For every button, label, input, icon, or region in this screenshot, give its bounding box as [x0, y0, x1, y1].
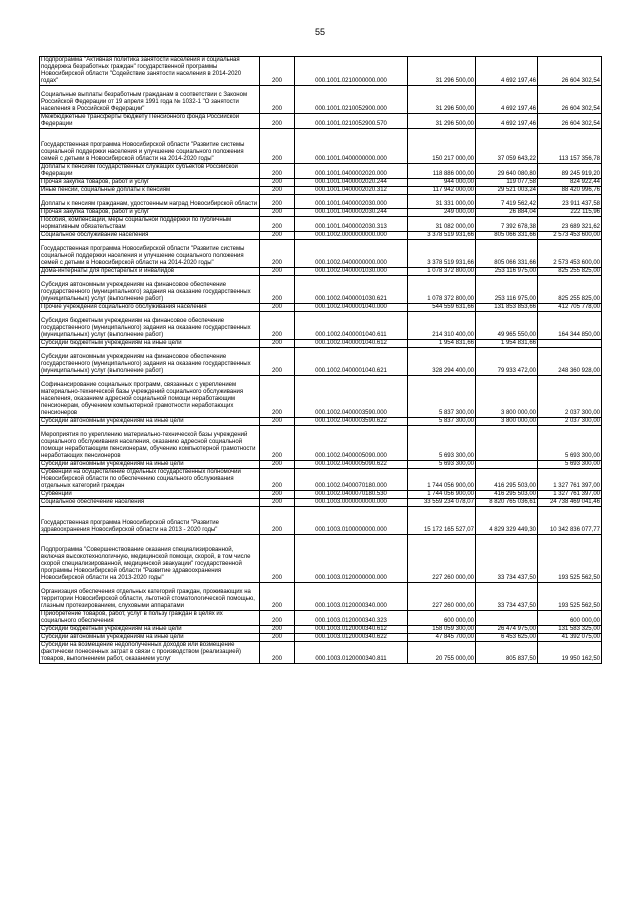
row-plan-cell: 3 378 519 931,66 — [408, 232, 476, 240]
row-name-cell: Подпрограмма "Активная политика занятости населения и социальная поддержка безработных граждан" государственной программы Новосибирской области "Содействие занятости населения в 2014-2020 годах" — [40, 57, 260, 86]
row-remaining-cell: 193 525 562,50 — [538, 583, 602, 611]
row-kbk-cell: 000.1003.0120000340.000 — [295, 583, 408, 611]
row-code-cell: 200 — [260, 611, 295, 626]
table-row — [40, 499, 602, 507]
table-row — [40, 426, 602, 461]
table-row — [40, 268, 602, 276]
row-kbk-cell: 000.1001.0400002030.313 — [295, 217, 408, 232]
row-kbk-cell: 000.1003.0120000000.000 — [295, 535, 408, 583]
row-code-cell: 200 — [260, 418, 295, 426]
row-plan-cell: 118 886 000,00 — [408, 164, 476, 179]
row-name-cell: Доплаты к пенсиям государственных служащих субъектов Российской Федерации — [40, 164, 260, 179]
row-name-cell: Субсидии автономным учреждениям на финансовое обеспечение государственного (муниципального) задания на оказание государственных (муниципальных) услуг (выполнение работ) — [40, 348, 260, 376]
row-code-cell: 200 — [260, 304, 295, 312]
row-executed-cell: 4 692 197,46 — [476, 86, 538, 114]
row-kbk-cell: 000.1002.0400000000.000 — [295, 240, 408, 268]
row-remaining-cell: 26 604 302,54 — [538, 114, 602, 129]
row-remaining-cell: 164 344 850,00 — [538, 312, 602, 340]
row-executed-cell: 253 116 975,00 — [476, 268, 538, 276]
row-executed-cell: 29 640 080,80 — [476, 164, 538, 179]
table-row — [40, 461, 602, 469]
row-plan-cell: 117 942 000,00 — [408, 187, 476, 195]
row-kbk-cell: 000.1001.0210052900.570 — [295, 114, 408, 129]
row-remaining-cell: 23 689 321,62 — [538, 217, 602, 232]
row-kbk-cell: 000.1001.0400002030.244 — [295, 209, 408, 217]
row-remaining-cell: 2 573 453 600,00 — [538, 232, 602, 240]
row-executed-cell: 33 734 437,50 — [476, 535, 538, 583]
table-row — [40, 312, 602, 340]
row-executed-cell: 805 837,50 — [476, 642, 538, 664]
row-plan-cell: 1 744 056 900,00 — [408, 491, 476, 499]
row-kbk-cell: 000.1002.0400003590.622 — [295, 418, 408, 426]
row-kbk-cell: 000.1003.0120000340.622 — [295, 634, 408, 642]
row-code-cell: 200 — [260, 268, 295, 276]
row-remaining-cell: 10 342 836 077,77 — [538, 507, 602, 535]
row-name-cell: Субсидии автономным учреждениям на иные цели — [40, 461, 260, 469]
row-code-cell: 200 — [260, 187, 295, 195]
row-plan-cell: 15 172 165 527,07 — [408, 507, 476, 535]
row-plan-cell: 33 559 234 078,07 — [408, 499, 476, 507]
row-name-cell: Иные пенсии, социальные доплаты к пенсиям — [40, 187, 260, 195]
table-row — [40, 642, 602, 664]
row-code-cell: 200 — [260, 114, 295, 129]
row-executed-cell: 29 521 003,24 — [476, 187, 538, 195]
row-plan-cell: 600 000,00 — [408, 611, 476, 626]
table-row — [40, 535, 602, 583]
row-remaining-cell: 26 604 302,54 — [538, 57, 602, 86]
row-executed-cell — [476, 461, 538, 469]
row-name-cell: Организация обеспечения отдельных категорий граждан, проживающих на территории Новосибирской области, льготной стоматологической помощью, глазным протезированием, слуховыми аппаратами — [40, 583, 260, 611]
row-code-cell: 200 — [260, 340, 295, 348]
table-row — [40, 217, 602, 232]
budget-table-body — [40, 57, 602, 664]
row-name-cell: Подпрограмма "Совершенствование оказания специализированной, включая высокотехнологичную, медицинской помощи, скорой, в том числе скорой специализированной, медицинской эвакуации" государственной программы Новосибирской области "Развитие здравоохранения Новосибирской области на 2013-2020 годы" — [40, 535, 260, 583]
row-code-cell: 200 — [260, 507, 295, 535]
row-executed-cell: 79 933 472,00 — [476, 348, 538, 376]
table-row — [40, 164, 602, 179]
row-remaining-cell: 825 255 825,00 — [538, 268, 602, 276]
row-name-cell: Субсидия бюджетным учреждениям на финансовое обеспечение государственного (муниципального) задания на оказание государственных (муниципальных) услуг (выполнение работ) — [40, 312, 260, 340]
row-code-cell: 200 — [260, 491, 295, 499]
row-kbk-cell: 000.1002.0400005090.622 — [295, 461, 408, 469]
row-executed-cell: 7 392 678,38 — [476, 217, 538, 232]
row-plan-cell: 1 954 831,66 — [408, 340, 476, 348]
row-name-cell: Субсидии бюджетным учреждениям на иные цели — [40, 340, 260, 348]
row-executed-cell: 131 853 853,66 — [476, 304, 538, 312]
row-plan-cell: 3 378 519 931,66 — [408, 240, 476, 268]
row-name-cell: Субсидии бюджетным учреждениям на иные цели — [40, 626, 260, 634]
row-executed-cell: 33 734 437,50 — [476, 583, 538, 611]
row-kbk-cell: 000.1001.0210052900.000 — [295, 86, 408, 114]
table-row — [40, 507, 602, 535]
table-row — [40, 129, 602, 164]
row-kbk-cell: 000.1001.0210000000.000 — [295, 57, 408, 86]
table-row — [40, 583, 602, 611]
row-remaining-cell: 41 392 075,00 — [538, 634, 602, 642]
row-plan-cell: 944 000,00 — [408, 179, 476, 187]
table-row — [40, 232, 602, 240]
row-remaining-cell: 1 327 761 397,00 — [538, 491, 602, 499]
row-kbk-cell: 000.1002.0400070180.000 — [295, 469, 408, 491]
row-plan-cell: 328 294 400,00 — [408, 348, 476, 376]
table-row — [40, 179, 602, 187]
row-executed-cell: 4 829 329 449,30 — [476, 507, 538, 535]
row-executed-cell — [476, 426, 538, 461]
row-plan-cell: 1 744 056 900,00 — [408, 469, 476, 491]
row-kbk-cell: 000.1001.0400000000.000 — [295, 129, 408, 164]
row-executed-cell: 37 059 643,22 — [476, 129, 538, 164]
row-executed-cell: 4 692 197,46 — [476, 114, 538, 129]
row-remaining-cell: 131 583 325,00 — [538, 626, 602, 634]
row-name-cell: Дома-интернаты для престарелых и инвалидов — [40, 268, 260, 276]
row-code-cell: 200 — [260, 276, 295, 304]
row-name-cell: Субсидии на возмещение недополученных доходов или возмещение фактически понесенных затрат в связи с производством (реализацией) товаров, выполнением работ, оказанием услуг — [40, 642, 260, 664]
row-name-cell: Социальное обеспечение населения — [40, 499, 260, 507]
row-executed-cell: 8 820 765 036,61 — [476, 499, 538, 507]
row-remaining-cell: 113 157 356,78 — [538, 129, 602, 164]
row-code-cell: 200 — [260, 634, 295, 642]
row-code-cell: 200 — [260, 376, 295, 418]
row-code-cell: 200 — [260, 583, 295, 611]
row-code-cell: 200 — [260, 232, 295, 240]
row-name-cell: Пособия, компенсации, меры социальной поддержки по публичным нормативным обязательствам — [40, 217, 260, 232]
row-executed-cell: 26 884,04 — [476, 209, 538, 217]
row-code-cell: 200 — [260, 86, 295, 114]
row-kbk-cell: 000.1003.0120000340.323 — [295, 611, 408, 626]
row-remaining-cell: 825 255 825,00 — [538, 276, 602, 304]
table-row — [40, 195, 602, 209]
row-executed-cell: 253 116 975,00 — [476, 276, 538, 304]
table-row — [40, 187, 602, 195]
row-name-cell: Государственная программа Новосибирской области "Развитие здравоохранения Новосибирской области на 2013 - 2020 годы" — [40, 507, 260, 535]
row-plan-cell: 544 559 631,66 — [408, 304, 476, 312]
row-plan-cell: 31 331 000,00 — [408, 195, 476, 209]
row-kbk-cell: 000.1002.0400001040.000 — [295, 304, 408, 312]
table-row — [40, 469, 602, 491]
table-row — [40, 240, 602, 268]
row-remaining-cell: 222 115,96 — [538, 209, 602, 217]
row-plan-cell: 5 693 300,00 — [408, 426, 476, 461]
row-kbk-cell: 000.1002.0400001040.621 — [295, 348, 408, 376]
page-number: 55 — [314, 27, 325, 37]
row-plan-cell: 214 310 400,00 — [408, 312, 476, 340]
row-name-cell: Субсидии автономным учреждениям на иные цели — [40, 418, 260, 426]
row-name-cell: Софинансирование социальных программ, связанных с укреплением материально-технической базы учреждений социального обслуживания населения, оказанием адресной социальной помощи неработающим пенсионерам, обучением компьютерной грамотности неработающих пенсионеров — [40, 376, 260, 418]
row-code-cell: 200 — [260, 209, 295, 217]
row-executed-cell: 416 295 503,00 — [476, 469, 538, 491]
row-remaining-cell: 88 420 996,76 — [538, 187, 602, 195]
row-executed-cell: 805 066 331,66 — [476, 232, 538, 240]
row-remaining-cell: 600 000,00 — [538, 611, 602, 626]
row-remaining-cell: 24 738 469 041,46 — [538, 499, 602, 507]
row-plan-cell: 5 837 300,00 — [408, 418, 476, 426]
row-code-cell: 200 — [260, 240, 295, 268]
row-remaining-cell: 26 604 302,54 — [538, 86, 602, 114]
row-plan-cell: 47 845 700,00 — [408, 634, 476, 642]
row-name-cell: Субвенции — [40, 491, 260, 499]
table-row — [40, 348, 602, 376]
row-code-cell: 200 — [260, 129, 295, 164]
row-remaining-cell: 412 705 778,00 — [538, 304, 602, 312]
row-kbk-cell: 000.1001.0400002020.312 — [295, 187, 408, 195]
row-kbk-cell: 000.1002.0400003590.000 — [295, 376, 408, 418]
row-executed-cell: 6 453 625,00 — [476, 634, 538, 642]
row-name-cell: Социальное обслуживание населения — [40, 232, 260, 240]
table-row — [40, 491, 602, 499]
row-executed-cell: 49 965 550,00 — [476, 312, 538, 340]
row-plan-cell: 1 078 372 800,00 — [408, 276, 476, 304]
row-kbk-cell: 000.1001.0400002020.000 — [295, 164, 408, 179]
table-row — [40, 634, 602, 642]
row-code-cell: 200 — [260, 499, 295, 507]
row-kbk-cell: 000.1003.0120000340.612 — [295, 626, 408, 634]
row-kbk-cell: 000.1002.0400001030.000 — [295, 268, 408, 276]
row-name-cell: Прочая закупка товаров, работ и услуг — [40, 209, 260, 217]
row-name-cell: Прочие учреждения социального обслуживания населения — [40, 304, 260, 312]
row-plan-cell: 31 296 500,00 — [408, 86, 476, 114]
row-kbk-cell: 000.1002.0400001030.621 — [295, 276, 408, 304]
row-name-cell: Государственная программа Новосибирской области "Развитие системы социальной поддержки населения и улучшение социального положения семей с детьми в Новосибирской области на 2014-2020 годы" — [40, 129, 260, 164]
row-kbk-cell: 000.1002.0400001040.611 — [295, 312, 408, 340]
table-row — [40, 340, 602, 348]
row-plan-cell: 31 082 000,00 — [408, 217, 476, 232]
row-kbk-cell: 000.1002.0000000000.000 — [295, 232, 408, 240]
row-kbk-cell: 000.1001.0400002020.244 — [295, 179, 408, 187]
row-executed-cell: 416 295 503,00 — [476, 491, 538, 499]
table-row — [40, 86, 602, 114]
row-code-cell: 200 — [260, 535, 295, 583]
row-kbk-cell: 000.1003.0120000340.811 — [295, 642, 408, 664]
row-code-cell: 200 — [260, 469, 295, 491]
row-plan-cell: 150 217 000,00 — [408, 129, 476, 164]
row-remaining-cell: 5 693 300,00 — [538, 461, 602, 469]
row-executed-cell — [476, 611, 538, 626]
row-name-cell: Субсидии автономным учреждениям на иные цели — [40, 634, 260, 642]
row-code-cell: 200 — [260, 312, 295, 340]
row-kbk-cell: 000.1003.0000000000.000 — [295, 499, 408, 507]
row-code-cell: 200 — [260, 426, 295, 461]
row-executed-cell: 4 692 197,46 — [476, 57, 538, 86]
row-plan-cell: 20 755 000,00 — [408, 642, 476, 664]
row-code-cell: 200 — [260, 217, 295, 232]
row-name-cell: Государственная программа Новосибирской области "Развитие системы социальной поддержки населения и улучшение социального положения семей с детьми в Новосибирской области на 2014-2020 годы" — [40, 240, 260, 268]
row-remaining-cell: 1 327 761 397,00 — [538, 469, 602, 491]
row-kbk-cell: 000.1002.0400005090.000 — [295, 426, 408, 461]
table-row — [40, 209, 602, 217]
row-remaining-cell: 2 037 300,00 — [538, 418, 602, 426]
table-row — [40, 626, 602, 634]
row-name-cell: Социальные выплаты безработным гражданам в соответствии с Законом Российской Федерации от 19 апреля 1991 года № 1032-1 "О занятости населения в Российской Федерации" — [40, 86, 260, 114]
row-kbk-cell: 000.1003.0100000000.000 — [295, 507, 408, 535]
row-name-cell: Приобретение товаров, работ, услуг в пользу граждан в целях их социального обеспечения — [40, 611, 260, 626]
row-plan-cell: 5 693 300,00 — [408, 461, 476, 469]
row-kbk-cell: 000.1002.0400001040.612 — [295, 340, 408, 348]
row-executed-cell: 1 954 831,66 — [476, 340, 538, 348]
row-code-cell: 200 — [260, 195, 295, 209]
row-name-cell: Мероприятия по укреплению материально-технической базы учреждений социального обслуживания населения, оказанию адресной социальной помощи неработающим пенсионерам, обучению компьютерной грамотности неработающих пенсионеров — [40, 426, 260, 461]
row-remaining-cell: 23 911 437,58 — [538, 195, 602, 209]
row-kbk-cell: 000.1001.0400002030.000 — [295, 195, 408, 209]
row-code-cell: 200 — [260, 164, 295, 179]
row-name-cell: Субвенции на осуществление отдельных государственных полномочий Новосибирской области по обеспечению социального обслуживания отдельных категорий граждан — [40, 469, 260, 491]
row-plan-cell: 158 059 300,00 — [408, 626, 476, 634]
budget-table — [39, 56, 602, 664]
row-executed-cell: 805 066 331,66 — [476, 240, 538, 268]
table-row — [40, 276, 602, 304]
row-code-cell: 200 — [260, 626, 295, 634]
row-name-cell: Прочая закупка товаров, работ и услуг — [40, 179, 260, 187]
row-remaining-cell: 5 693 300,00 — [538, 426, 602, 461]
row-remaining-cell — [538, 340, 602, 348]
row-remaining-cell: 89 245 919,20 — [538, 164, 602, 179]
table-row — [40, 611, 602, 626]
row-remaining-cell: 193 525 562,50 — [538, 535, 602, 583]
row-remaining-cell: 248 360 928,00 — [538, 348, 602, 376]
row-code-cell: 200 — [260, 461, 295, 469]
row-name-cell: Субсидия автономным учреждениям на финансовое обеспечение государственного (муниципального) задания на оказание государственных (муниципальных) услуг (выполнение работ) — [40, 276, 260, 304]
row-plan-cell: 5 837 300,00 — [408, 376, 476, 418]
row-name-cell: Доплаты к пенсиям гражданам, удостоенным наград Новосибирской области — [40, 195, 260, 209]
row-plan-cell: 227 260 000,00 — [408, 583, 476, 611]
row-executed-cell: 26 474 975,00 — [476, 626, 538, 634]
row-name-cell: Межбюджетные трансферты бюджету Пенсионного фонда Российской Федерации — [40, 114, 260, 129]
row-plan-cell: 31 296 500,00 — [408, 57, 476, 86]
row-remaining-cell: 19 950 162,50 — [538, 642, 602, 664]
row-plan-cell: 227 260 000,00 — [408, 535, 476, 583]
table-row — [40, 376, 602, 418]
row-code-cell: 200 — [260, 642, 295, 664]
table-row — [40, 114, 602, 129]
row-executed-cell: 3 800 000,00 — [476, 418, 538, 426]
row-code-cell: 200 — [260, 57, 295, 86]
row-code-cell: 200 — [260, 179, 295, 187]
row-remaining-cell: 2 573 453 600,00 — [538, 240, 602, 268]
row-kbk-cell: 000.1002.0400070180.530 — [295, 491, 408, 499]
table-row — [40, 418, 602, 426]
table-row — [40, 57, 602, 86]
row-executed-cell: 3 800 000,00 — [476, 376, 538, 418]
row-remaining-cell: 2 037 300,00 — [538, 376, 602, 418]
row-executed-cell: 119 077,58 — [476, 179, 538, 187]
row-executed-cell: 7 419 562,42 — [476, 195, 538, 209]
row-remaining-cell: 824 922,44 — [538, 179, 602, 187]
row-plan-cell: 249 000,00 — [408, 209, 476, 217]
row-plan-cell: 31 296 500,00 — [408, 114, 476, 129]
row-plan-cell: 1 078 372 800,00 — [408, 268, 476, 276]
row-code-cell: 200 — [260, 348, 295, 376]
table-row — [40, 304, 602, 312]
